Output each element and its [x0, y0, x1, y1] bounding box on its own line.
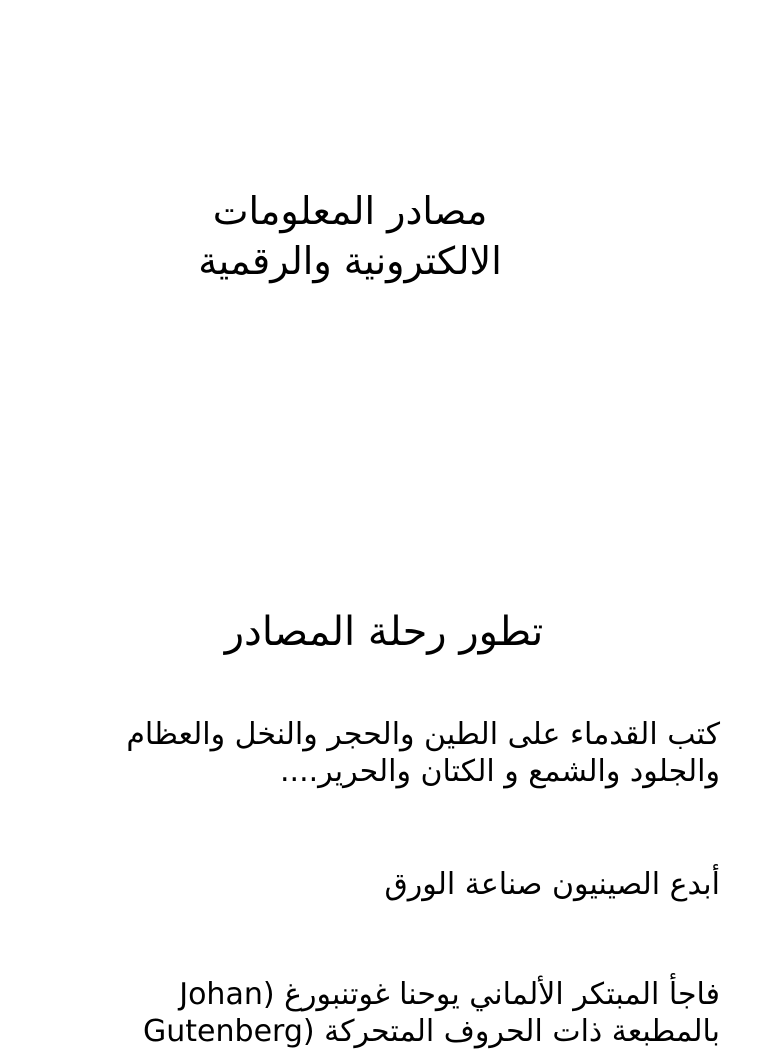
- paragraph-line: أبدع الصينيون صناعة الورق: [384, 867, 720, 902]
- paragraph-paper-invention: [30, 866, 720, 903]
- paragraph-gutenberg: [30, 976, 720, 1050]
- section-heading: تطور رحلة المصادر: [224, 609, 544, 655]
- paragraph-ancient-writing: [30, 716, 720, 790]
- slide-title: [150, 186, 550, 286]
- paragraph-line: فاجأ المبتكر الألماني يوحنا غوتنبورغ (Johan: [179, 977, 720, 1012]
- paragraph-line: والجلود والشمع و الكتان والحرير....: [280, 754, 720, 789]
- paragraph-line: كتب القدماء على الطين والحجر والنخل والعظام: [126, 717, 720, 752]
- slide-title-line-2: الالكترونية والرقمية: [198, 239, 502, 283]
- slide-title-line-1: مصادر المعلومات: [212, 189, 488, 233]
- paragraph-line: بالمطبعة ذات الحروف المتحركة (Gutenberg: [143, 1014, 720, 1049]
